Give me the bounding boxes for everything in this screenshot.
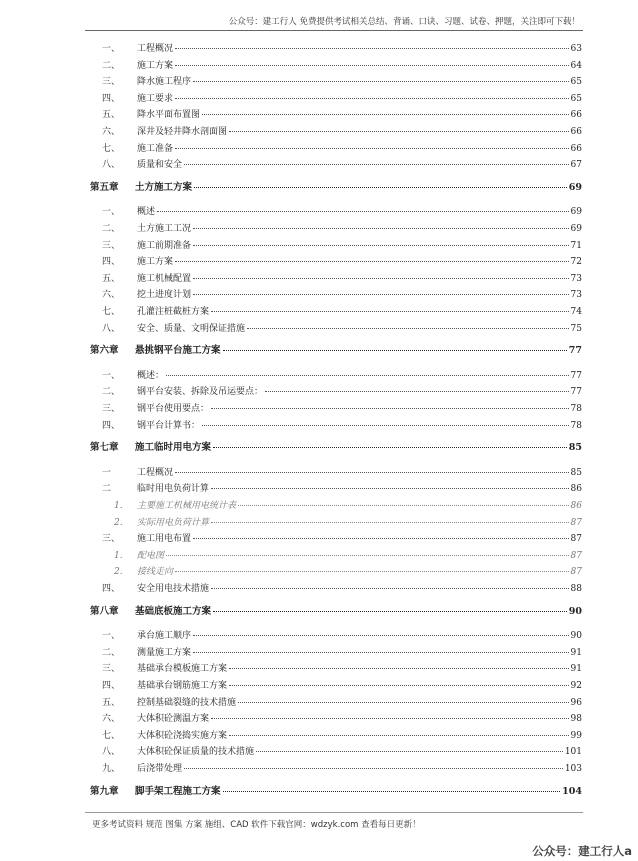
watermark-text: 公众号：建工行人a	[532, 844, 632, 858]
toc-number: 二、	[102, 60, 121, 71]
toc-number: 四、	[102, 420, 121, 431]
header-note: 公众号：建工行人 免费提供考试相关总结、背诵、口诀、习题、试卷、押题，关注即可下载！	[228, 17, 580, 27]
toc-page-number: 87	[570, 550, 582, 561]
toc-leader-dots	[166, 375, 569, 376]
toc-number: 五、	[102, 273, 121, 284]
toc-title: 概述：	[137, 370, 165, 381]
toc-row	[102, 763, 582, 775]
toc-page-number: 92	[570, 681, 582, 691]
toc-page-number: 86	[570, 501, 582, 511]
toc-page-number: 65	[570, 93, 582, 104]
toc-row	[102, 223, 582, 235]
toc-number: 四、	[102, 584, 121, 594]
toc-title: 安全用电技术措施	[137, 584, 210, 594]
toc-leader-dots	[193, 81, 569, 82]
toc-number: 1.	[114, 550, 123, 561]
toc-row	[102, 483, 582, 495]
toc-row	[102, 289, 582, 301]
toc-row	[102, 323, 582, 335]
toc-row	[102, 420, 582, 432]
toc-page-number: 87	[570, 567, 582, 578]
toc-page-number: 75	[570, 323, 582, 334]
toc-title: 临时用电负荷计算	[137, 484, 210, 495]
toc-number: 三、	[102, 77, 121, 88]
toc-leader-dots	[175, 98, 569, 99]
toc-title: 控制基础裂缝的技术措施	[137, 697, 237, 708]
toc-number: 第六章	[90, 345, 119, 357]
toc-number: 二、	[102, 647, 121, 658]
toc-page-number: 90	[568, 605, 582, 617]
toc-leader-dots	[193, 278, 569, 279]
toc-leader-dots	[184, 768, 563, 769]
toc-title: 施工方案	[137, 257, 174, 268]
toc-row	[102, 467, 582, 479]
toc-number: 一、	[102, 370, 121, 381]
toc-page-number: 91	[570, 647, 582, 658]
toc-page-number: 90	[570, 631, 582, 642]
toc-page-number: 78	[570, 420, 582, 431]
toc-page-number: 91	[570, 664, 582, 675]
toc-leader-dots	[193, 652, 569, 653]
toc-page-number: 72	[570, 257, 582, 268]
toc-number: 四、	[102, 681, 121, 691]
toc-number: 七、	[102, 730, 121, 741]
header-divider	[85, 30, 583, 31]
toc-title: 降水施工程序	[137, 77, 192, 88]
toc-title: 测量施工方案	[137, 647, 192, 658]
toc-row	[102, 403, 582, 415]
toc-page-number: 73	[570, 273, 582, 284]
toc-title: 大体积砼浇捣实施方案	[137, 730, 228, 741]
toc-leader-dots	[211, 522, 569, 523]
toc-row	[114, 550, 582, 562]
footer-divider	[85, 812, 583, 813]
toc-row	[102, 386, 582, 398]
toc-leader-dots	[256, 751, 563, 752]
toc-page-number: 71	[570, 240, 582, 251]
toc-title: 施工用电布置	[137, 534, 192, 545]
toc-chapter-row	[90, 345, 582, 357]
toc-leader-dots	[157, 211, 569, 212]
toc-page-number: 101	[564, 747, 582, 758]
toc-title: 质量和安全	[137, 160, 183, 171]
toc-leader-dots	[193, 245, 569, 246]
toc-page-number: 96	[570, 697, 582, 708]
toc-number: 五、	[102, 110, 121, 121]
toc-number: 第五章	[90, 181, 119, 193]
toc-row	[102, 630, 582, 642]
toc-page-number: 77	[568, 345, 582, 357]
toc-row	[102, 647, 582, 659]
toc-page-number: 85	[568, 442, 582, 454]
toc-title: 孔灌注桩截桩方案	[137, 307, 210, 317]
toc-title: 基础底板施工方案	[135, 605, 212, 617]
toc-leader-dots	[184, 164, 569, 165]
toc-row	[102, 109, 582, 121]
toc-title: 主要施工机械用电统计表	[137, 501, 237, 511]
toc-leader-dots	[211, 311, 569, 312]
toc-leader-dots	[194, 187, 567, 188]
toc-leader-dots	[175, 571, 569, 572]
toc-number: 第七章	[90, 442, 119, 454]
toc-row	[114, 566, 582, 578]
toc-page-number: 85	[570, 467, 582, 478]
toc-row	[102, 583, 582, 595]
toc-page-number: 99	[570, 730, 582, 741]
toc-leader-dots	[202, 114, 569, 115]
toc-leader-dots	[193, 538, 569, 539]
table-of-contents	[0, 38, 638, 798]
toc-title: 大体积砼保证质量的技术措施	[137, 747, 255, 758]
toc-number: 一	[102, 467, 112, 478]
toc-row	[102, 663, 582, 675]
toc-title: 基础承台模板施工方案	[137, 664, 228, 675]
toc-page-number: 69	[568, 181, 582, 193]
toc-page-number: 67	[570, 160, 582, 171]
toc-number: 五、	[102, 697, 121, 708]
toc-row	[102, 273, 582, 285]
toc-title: 基础承台钢筋施工方案	[137, 681, 228, 691]
toc-row	[102, 533, 582, 545]
toc-page-number: 87	[570, 517, 582, 528]
toc-number: 四、	[102, 257, 121, 268]
toc-title: 降水平面布置图	[137, 110, 201, 121]
toc-leader-dots	[223, 350, 567, 351]
toc-chapter-row	[90, 182, 582, 194]
toc-leader-dots	[229, 685, 569, 686]
toc-leader-dots	[175, 261, 569, 262]
toc-page-number: 66	[570, 110, 582, 121]
toc-row	[102, 697, 582, 709]
toc-row	[102, 60, 582, 72]
toc-leader-dots	[175, 472, 569, 473]
toc-row	[114, 500, 582, 512]
toc-leader-dots	[166, 555, 569, 556]
toc-row	[102, 126, 582, 138]
toc-title: 后浇带处理	[137, 764, 183, 774]
toc-number: 第九章	[90, 785, 119, 797]
toc-title: 悬挑钢平台施工方案	[135, 345, 221, 357]
toc-page-number: 104	[562, 785, 582, 797]
toc-page-number: 64	[570, 60, 582, 71]
toc-page-number: 65	[570, 77, 582, 88]
toc-title: 施工机械配置	[137, 273, 192, 284]
toc-leader-dots	[213, 611, 567, 612]
toc-leader-dots	[238, 702, 569, 703]
toc-title: 深井及轻井降水剖面图	[137, 127, 228, 137]
toc-number: 三、	[102, 534, 121, 545]
toc-title: 钢平台计算书：	[137, 420, 201, 431]
toc-number: 三、	[102, 404, 121, 414]
toc-row	[102, 713, 582, 725]
toc-page-number: 77	[570, 370, 582, 381]
toc-page-number: 73	[570, 290, 582, 301]
toc-title: 实际用电负荷计算	[137, 517, 210, 528]
toc-row	[102, 240, 582, 252]
toc-title: 大体积砼测温方案	[137, 714, 210, 725]
toc-page-number: 87	[570, 534, 582, 545]
toc-number: 2.	[114, 567, 123, 578]
toc-number: 三、	[102, 664, 121, 675]
toc-leader-dots	[175, 65, 569, 66]
toc-row	[102, 93, 582, 105]
toc-page-number: 98	[570, 714, 582, 725]
toc-number: 八、	[102, 747, 121, 758]
toc-row	[102, 43, 582, 55]
toc-number: 四、	[102, 93, 121, 104]
toc-number: 六、	[102, 127, 121, 137]
toc-page-number: 77	[570, 387, 582, 398]
toc-title: 施工要求	[137, 93, 174, 104]
toc-leader-dots	[265, 391, 569, 392]
toc-page-number: 88	[570, 584, 582, 594]
toc-page-number: 69	[570, 224, 582, 234]
toc-title: 施工准备	[137, 143, 174, 154]
toc-number: 七、	[102, 143, 121, 154]
toc-title: 接线走向	[137, 567, 174, 578]
toc-leader-dots	[223, 791, 561, 792]
toc-row	[102, 730, 582, 742]
toc-number: 二	[102, 484, 112, 495]
toc-chapter-row	[90, 786, 582, 798]
toc-title: 脚手架工程施工方案	[135, 785, 221, 797]
toc-title: 施工临时用电方案	[135, 442, 212, 454]
toc-title: 土方施工工况	[137, 224, 192, 234]
toc-page-number: 78	[570, 404, 582, 414]
toc-leader-dots	[238, 505, 569, 506]
toc-number: 二、	[102, 224, 121, 234]
toc-row	[102, 256, 582, 268]
toc-number: 一、	[102, 631, 121, 642]
toc-number: 六、	[102, 714, 121, 725]
toc-leader-dots	[175, 48, 569, 49]
toc-leader-dots	[193, 228, 569, 229]
toc-page-number: 66	[570, 127, 582, 137]
toc-number: 2.	[114, 517, 123, 528]
toc-leader-dots	[175, 148, 569, 149]
toc-title: 施工方案	[137, 60, 174, 71]
toc-title: 工程概况	[137, 44, 174, 54]
toc-title: 概述	[137, 207, 156, 218]
toc-row	[102, 159, 582, 171]
toc-row	[102, 370, 582, 382]
toc-title: 工程概况	[137, 467, 174, 478]
toc-row	[102, 306, 582, 318]
toc-row	[102, 76, 582, 88]
toc-leader-dots	[193, 294, 569, 295]
toc-title: 土方施工方案	[135, 181, 193, 193]
toc-title: 配电图	[137, 550, 165, 561]
toc-page-number: 86	[570, 484, 582, 495]
toc-title: 挖土进度计划	[137, 290, 192, 301]
toc-number: 六、	[102, 290, 121, 301]
toc-title: 施工前期准备	[137, 240, 192, 251]
toc-row	[102, 680, 582, 692]
toc-row	[102, 746, 582, 758]
toc-page-number: 63	[570, 44, 582, 54]
footer-note: 更多考试资料 规范 图集 方案 施组、CAD 软件下载官网：wdzyk.com 查看每日更新！	[92, 820, 421, 830]
toc-row	[102, 206, 582, 218]
toc-title: 安全、质量、文明保证措施	[137, 323, 246, 334]
toc-leader-dots	[211, 588, 569, 589]
toc-chapter-row	[90, 606, 582, 618]
toc-page-number: 74	[570, 307, 582, 317]
toc-title: 钢平台安装、拆除及吊运要点：	[137, 387, 264, 398]
toc-chapter-row	[90, 442, 582, 454]
toc-page-number: 103	[564, 764, 582, 774]
toc-leader-dots	[193, 635, 569, 636]
toc-leader-dots	[213, 447, 567, 448]
toc-leader-dots	[202, 425, 569, 426]
toc-title: 钢平台使用要点：	[137, 404, 210, 414]
toc-number: 第八章	[90, 605, 119, 617]
toc-number: 1.	[114, 501, 123, 511]
toc-number: 八、	[102, 160, 121, 171]
toc-leader-dots	[229, 735, 569, 736]
toc-number: 二、	[102, 387, 121, 398]
toc-leader-dots	[229, 668, 569, 669]
toc-number: 三、	[102, 240, 121, 251]
toc-leader-dots	[211, 488, 569, 489]
toc-leader-dots	[211, 408, 569, 409]
toc-leader-dots	[229, 131, 569, 132]
toc-leader-dots	[247, 328, 569, 329]
toc-page-number: 69	[570, 207, 582, 218]
toc-number: 七、	[102, 307, 121, 317]
toc-leader-dots	[211, 718, 569, 719]
toc-page-number: 66	[570, 143, 582, 154]
toc-row	[114, 517, 582, 529]
toc-number: 一、	[102, 44, 121, 54]
toc-number: 一、	[102, 207, 121, 218]
toc-number: 九、	[102, 764, 121, 774]
toc-title: 承台施工顺序	[137, 631, 192, 642]
toc-row	[102, 143, 582, 155]
toc-number: 八、	[102, 323, 121, 334]
